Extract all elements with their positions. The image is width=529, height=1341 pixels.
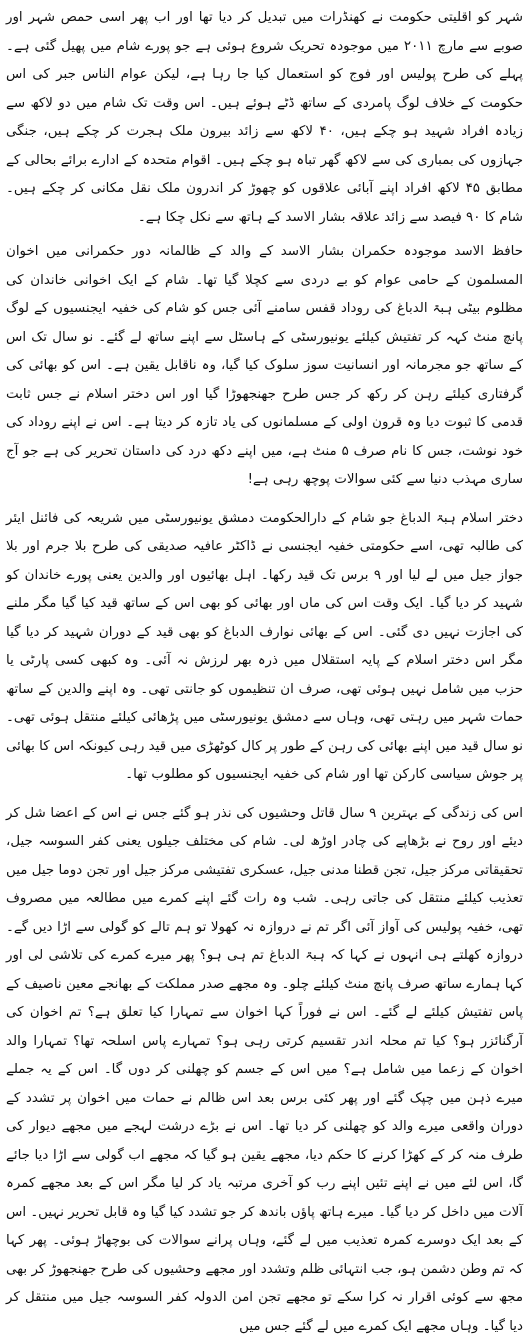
article-paragraph: حافظ الاسد موجودہ حکمران بشار الاسد کے والد کے ظالمانہ دور حکمرانی میں اخوان المسلمون کے حامی عوام کو بے دردی سے کچلا گیا تھا۔ شام کے ایک اخوانی خاندان کی مظلوم بیٹی ہبۃ الدباغ کی روداد قفس سامنے آئی جس کو شام کی خفیہ ایجنسیوں کے لوگ پانچ منٹ کہہ کر تفتیش کیلئے یونیورسٹی کے ہاسٹل سے اپنے ساتھ لے گئے۔ نو سال تک اس کے ساتھ جو مجرمانہ اور انسانیت سوز سلوک کیا گیا، وہ ناقابل یقین ہے۔ اس کو بھائی کی گرفتاری کیلئے رہن کر رکھ کر جس طرح جھنجھوڑا گیا اور اس دختر اسلام نے جس ثابت قدمی کا ثبوت دیا وہ قرون اولی کے مسلمانوں کی یاد تازہ کر دیتا ہے۔ اس نے اپنے روداد کی خود نوشت، جس کا نام صرف ۵ منٹ ہے، میں اپنے دکھ درد کی داستان تحریر کی ہے جو آج ساری مہذب دنیا سے کئی سوالات پوچھ رہی ہے! [6,238,523,495]
article-paragraph: شہر کو اقلیتی حکومت نے کھنڈرات میں تبدیل کر دیا تھا اور اب پھر اسی حمص شہر اور صوبے سے مارچ ۲۰۱۱ میں موجودہ تحریک شروع ہوئی ہے جو پورے شام میں پھیل گئی ہے۔ پہلے کی طرح پولیس اور فوج کو استعمال کیا جا رہا ہے، لیکن عوام الناس جبر کی اس حکومت کے خلاف لوگ پامردی کے ساتھ ڈٹے ہوئے ہیں۔ اس وقت تک شام میں دو لاکھ سے زیادہ افراد شہید ہو چکے ہیں، ۴۰ لاکھ سے زائد بیرون ملک ہجرت کر چکے ہیں، جنگی جہازوں کی بمباری کی سے لاکھ گھر تباہ ہو چکے ہیں۔ اقوام متحدہ کے ادارے برائے بحالی کے مطابق ۴۵ لاکھ افراد اپنے آبائی علاقوں کو چھوڑ کر اندرون ملک نقل مکانی کر چکے ہیں۔ شام کا ۹۰ فیصد سے زائد علاقہ بشار الاسد کے ہاتھ سے نکل چکا ہے۔ [6,4,523,232]
article-paragraph: اس کی زندگی کے بہترین ۹ سال قاتل وحشیوں کی نذر ہو گئے جس نے اس کے اعضا شل کر دیئے اور روح نے بڑھاپے کی چادر اوڑھ لی۔ شام کی مختلف جیلوں یعنی کفر السوسہ جیل، تحقیقاتی مرکز جیل، تجن قطنا مدنی جیل، عسکری تفتیشی مرکز جیل اور تجن دوما جیل میں تعذیب کیلئے منتقل کی جاتی رہی۔ شب وہ رات گئے اپنے کمرے میں مطالعہ میں مصروف تھی، خفیہ پولیس کی آواز آئی اگر تم نے دروازہ نہ کھولا تو ہم تالے کو گولی سے اڑا دیں گے۔ دروازہ کھلتے ہی انہوں نے کہا کہ ہبۃ الدباغ تم ہی ہو؟ پھر میرے کمرے کی تلاشی لی اور کہا ہمارے ساتھ صرف پانچ منٹ کیلئے چلو۔ وہ مجھے صدر مملکت کے بھانجے معین ناصیف کے پاس تفتیش کیلئے لے گئے۔ اس نے فوراً کہا اخوان سے تمہارا کیا تعلق ہے؟ تم اخوان کی آرگنائزر ہو؟ کیا تم محلہ اندر تقسیم کرتی رہی ہو؟ تمہارے پاس اسلحہ تھا؟ تمہارا والد اخوان کے زعما میں شامل ہے؟ میں اس کے جسم کو چھلنی کر دوں گا۔ اس کے یہ جملے میرے ذہن میں چپک گئے اور پھر کئی برس بعد اس ظالم نے حمات میں اخوان پر تشدد کے دوران واقعی میرے والد کو چھلنی کر دیا تھا۔ اس نے بڑے درشت لہجے میں مجھے دیوار کی طرف منہ کر کے کھڑا کرنے کا حکم دیا، مجھے یقین ہو گیا کہ مجھے اب گولی سے اڑا دیا جائے گا، اس لئے میں نے اپنے تئیں اپنے رب کو آخری مرتبہ یاد کر لیا مگر اس کے بعد مجھے کمرہ آلات میں داخل کر دیا گیا۔ میرے ہاتھ پاؤں باندھ کر جو تشدد کیا گیا وہ قابل تحریر نہیں۔ اس کے بعد ایک دوسرے کمرہ تعذیب میں لے گئے، وہاں پرانے سوالات کی بوچھاڑ ہوئی۔ پھر کہا کہ تم وطن دشمن ہو، جب انتہائی ظلم وتشدد اور مجھے وحشیوں کی طرح جھنجھوڑ کر بھی مجھ سے کوئی اقرار نہ کرا سکے تو مجھے تجن امن الدولہ کفر السوسہ جیل میں منتقل کر دیا گیا۔ وہاں مجھے ایک کمرے میں لے گئے جس میں [6,800,523,1341]
article-paragraph: دختر اسلام ہبۃ الدباغ جو شام کے دارالحکومت دمشق یونیورسٹی میں شریعہ کی فائنل ایئر کی طالبہ تھی، اسے حکومتی خفیہ ایجنسی نے ڈاکٹر عافیہ صدیقی کی طرح بلا جرم اور بلا جواز جیل میں لے لیا اور ۹ برس تک قید رکھا۔ اہل بھائیوں اور والدین یعنی پورے خاندان کو شہید کر دیا گیا۔ ایک وقت اس کی ماں اور بھائی کو بھی اس کے ساتھ قید کیا گیا مگر ملنے کی اجازت نہیں دی گئی۔ اس کے بھائی نوارف الدباغ کو بھی قید کے دوران شہید کر دیا گیا مگر اس دختر اسلام کے پایہ استقلال میں ذرہ بھر لرزش نہ آئی۔ وہ کبھی کسی پارٹی یا حزب میں شامل نہیں ہوئی تھی، صرف ان تنظیموں کو جانتی تھی۔ وہ اپنے والدین کے ساتھ حمات شہر میں رہتی تھی، وہاں سے دمشق یونیورسٹی میں پڑھائی کیلئے منتقل ہوئی تھی۔ نو سال قید میں اپنے بھائی کی رہن کے طور پر کال کوٹھڑی میں قید رہی کیونکہ اس کا بھائی پر جوش سیاسی کارکن تھا اور شام کی خفیہ ایجنسیوں کو مطلوب تھا۔ [6,505,523,790]
